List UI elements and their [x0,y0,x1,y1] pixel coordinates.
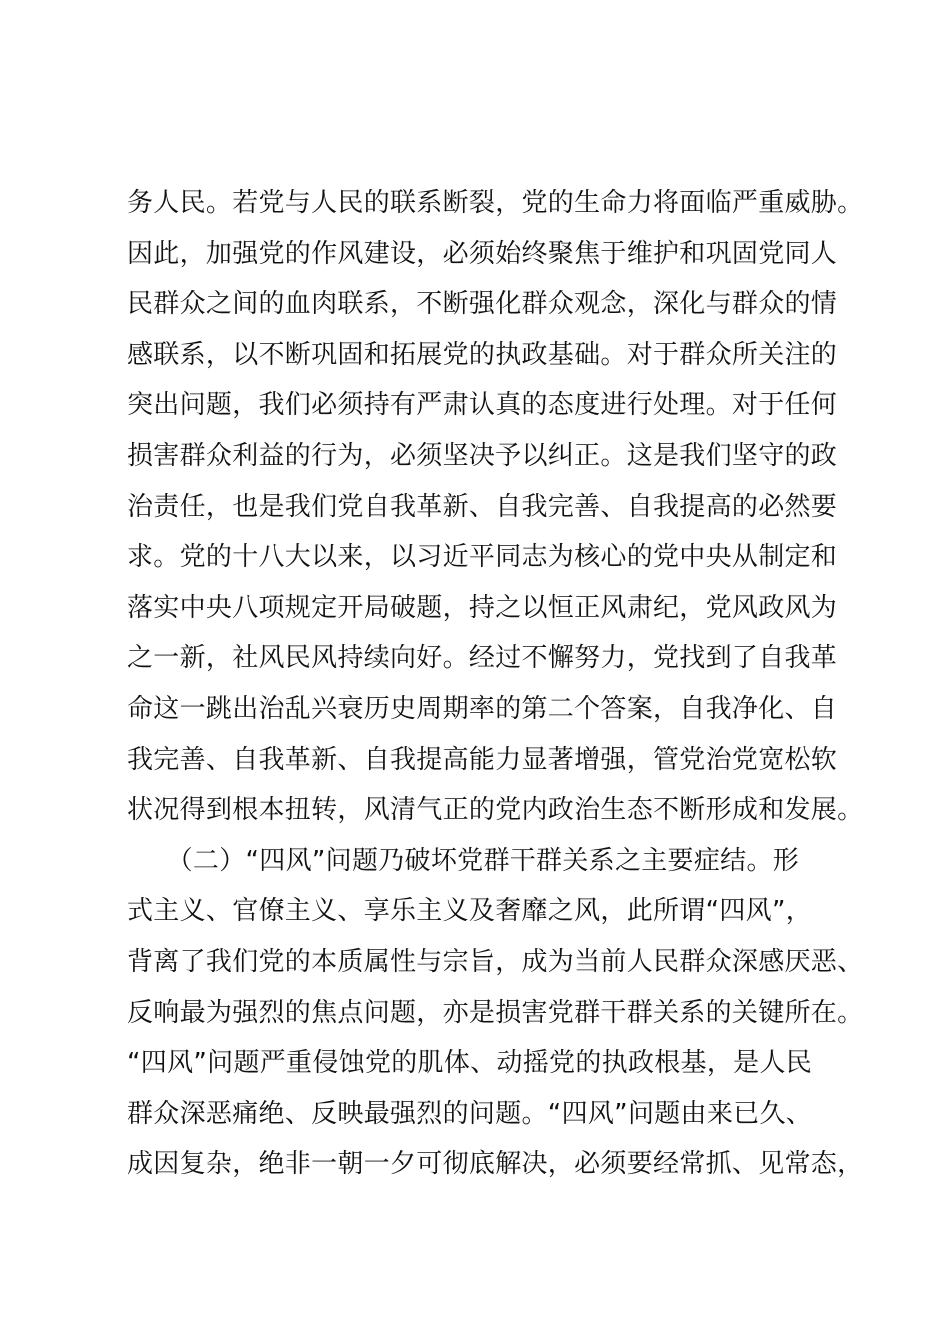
text-line: 求。党的十八大以来，以习近平同志为核心的党中央从制定和 [127,542,838,573]
text-line: 式主义、官僚主义、享乐主义及奢靡之风，此所谓“四风”， [127,896,813,927]
text-line: “四风”问题严重侵蚀党的肌体、动摇党的执政根基，是人民 [127,1048,813,1079]
text-line: 背离了我们党的本质属性与宗旨，成为当前人民群众深感厌恶、 [127,946,864,977]
text-line: 群众深恶痛绝、反映最强烈的问题。“四风”问题由来已久、 [127,1098,813,1129]
text-line: 成因复杂，绝非一朝一夕可彻底解决，必须要经常抓、见常态， [127,1149,864,1180]
body-text [127,178,864,1190]
text-line: 突出问题，我们必须持有严肃认真的态度进行处理。对于任何 [127,390,838,421]
text-line: 之一新，社风民风持续向好。经过不懈努力，党找到了自我革 [127,643,838,674]
text-line: 反响最为强烈的焦点问题，亦是损害党群干群关系的关键所在。 [127,997,864,1028]
text-line: 损害群众利益的行为，必须坚决予以纠正。这是我们坚守的政 [127,440,838,471]
text-line: 状况得到根本扭转，风清气正的党内政治生态不断形成和发展。 [127,795,864,826]
text-line: 务人民。若党与人民的联系断裂，党的生命力将面临严重威胁。 [127,188,864,218]
text-line: 感联系，以不断巩固和拓展党的执政基础。对于群众所关注的 [127,339,838,370]
text-line: 落实中央八项规定开局破题，持之以恒正风肃纪，党风政风为 [127,592,838,623]
section-heading-line: （二）“四风”问题乃破坏党群干群关系之主要症结。形 [127,845,800,876]
text-line: 命这一跳出治乱兴衰历史周期率的第二个答案，自我净化、自 [127,693,838,724]
text-line: 民群众之间的血肉联系，不断强化群众观念，深化与群众的情 [127,289,838,320]
text-line: 因此，加强党的作风建设，必须始终聚焦于维护和巩固党同人 [127,238,838,269]
text-line: 我完善、自我革新、自我提高能力显著增强，管党治党宽松软 [127,744,838,775]
text-line: 治责任，也是我们党自我革新、自我完善、自我提高的必然要 [127,491,838,522]
